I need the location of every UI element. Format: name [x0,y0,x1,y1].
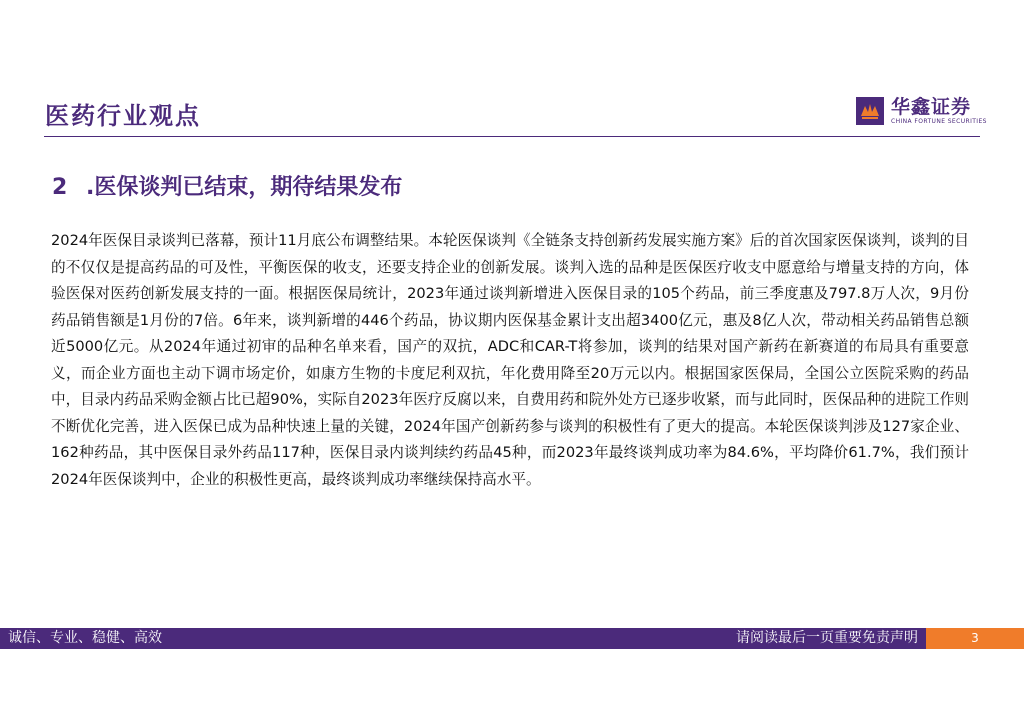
section-heading [52,170,402,201]
footer-bar [0,628,926,649]
logo-mark-icon [856,97,884,125]
report-category-title: 医药行业观点 [45,102,201,130]
section-title-text: .医保谈判已结束，期待结果发布 [86,175,403,200]
footer-slogan: 诚信、专业、稳健、高效 [8,630,162,646]
section-number: 2 [52,175,68,200]
footer-disclaimer-link[interactable]: 请阅读最后一页重要免责声明 [736,630,918,646]
header-divider [44,136,980,137]
logo-name-en: CHINA FORTUNE SECURITIES [891,118,987,125]
company-logo [856,97,987,126]
page-number: 3 [926,628,1024,649]
logo-name-cn: 华鑫证券 [891,96,972,118]
body-paragraph: 2024年医保目录谈判已落幕，预计11月底公布调整结果。本轮医保谈判《全链条支持创新药发展实施方案》后的首次国家医保谈判，谈判的目的不仅仅是提高药品的可及性，平衡医保的收支，还要支持企业的创新发展。谈判入选的品种是医保医疗收支中愿意给与增量支持的方向，体验医保对医药创新发展支持的一面。根据医保局统计，2023年通过谈判新增进入医保目录的105个药品，前三季度惠及797.8万人次，9月份药品销售额是1月份的7倍。6年来，谈判新增的446个药品，协议期内医保基金累计支出超3400亿元，惠及8亿人次，带动相关药品销售总额近5000亿元。从2024年通过初审的品种名单来看，国产的双抗，ADC和CAR-T将参加，谈判的结果对国产新药在新赛道的布局具有重要意义，而企业方面也主动下调市场定价，如康方生物的卡度尼利双抗，年化费用降至20万元以内。根据国家医保局，全国公立医院采购的药品中，目录内药品采购金额占比已超90%，实际自2023年医疗反腐以来，自费用药和院外处方已逐步收紧，而与此同时，医保品种的进院工作则不断优化完善，进入医保已成为品种快速上量的关键，2024年国产创新药参与谈判的积极性有了更大的提高。本轮医保谈判涉及127家企业、162种药品，其中医保目录外药品117种，医保目录内谈判续约药品45种，而2023年最终谈判成功率为84.6%，平均降价61.7%，我们预计2024年医保谈判中，企业的积极性更高，最终谈判成功率继续保持高水平。 [51,232,969,488]
